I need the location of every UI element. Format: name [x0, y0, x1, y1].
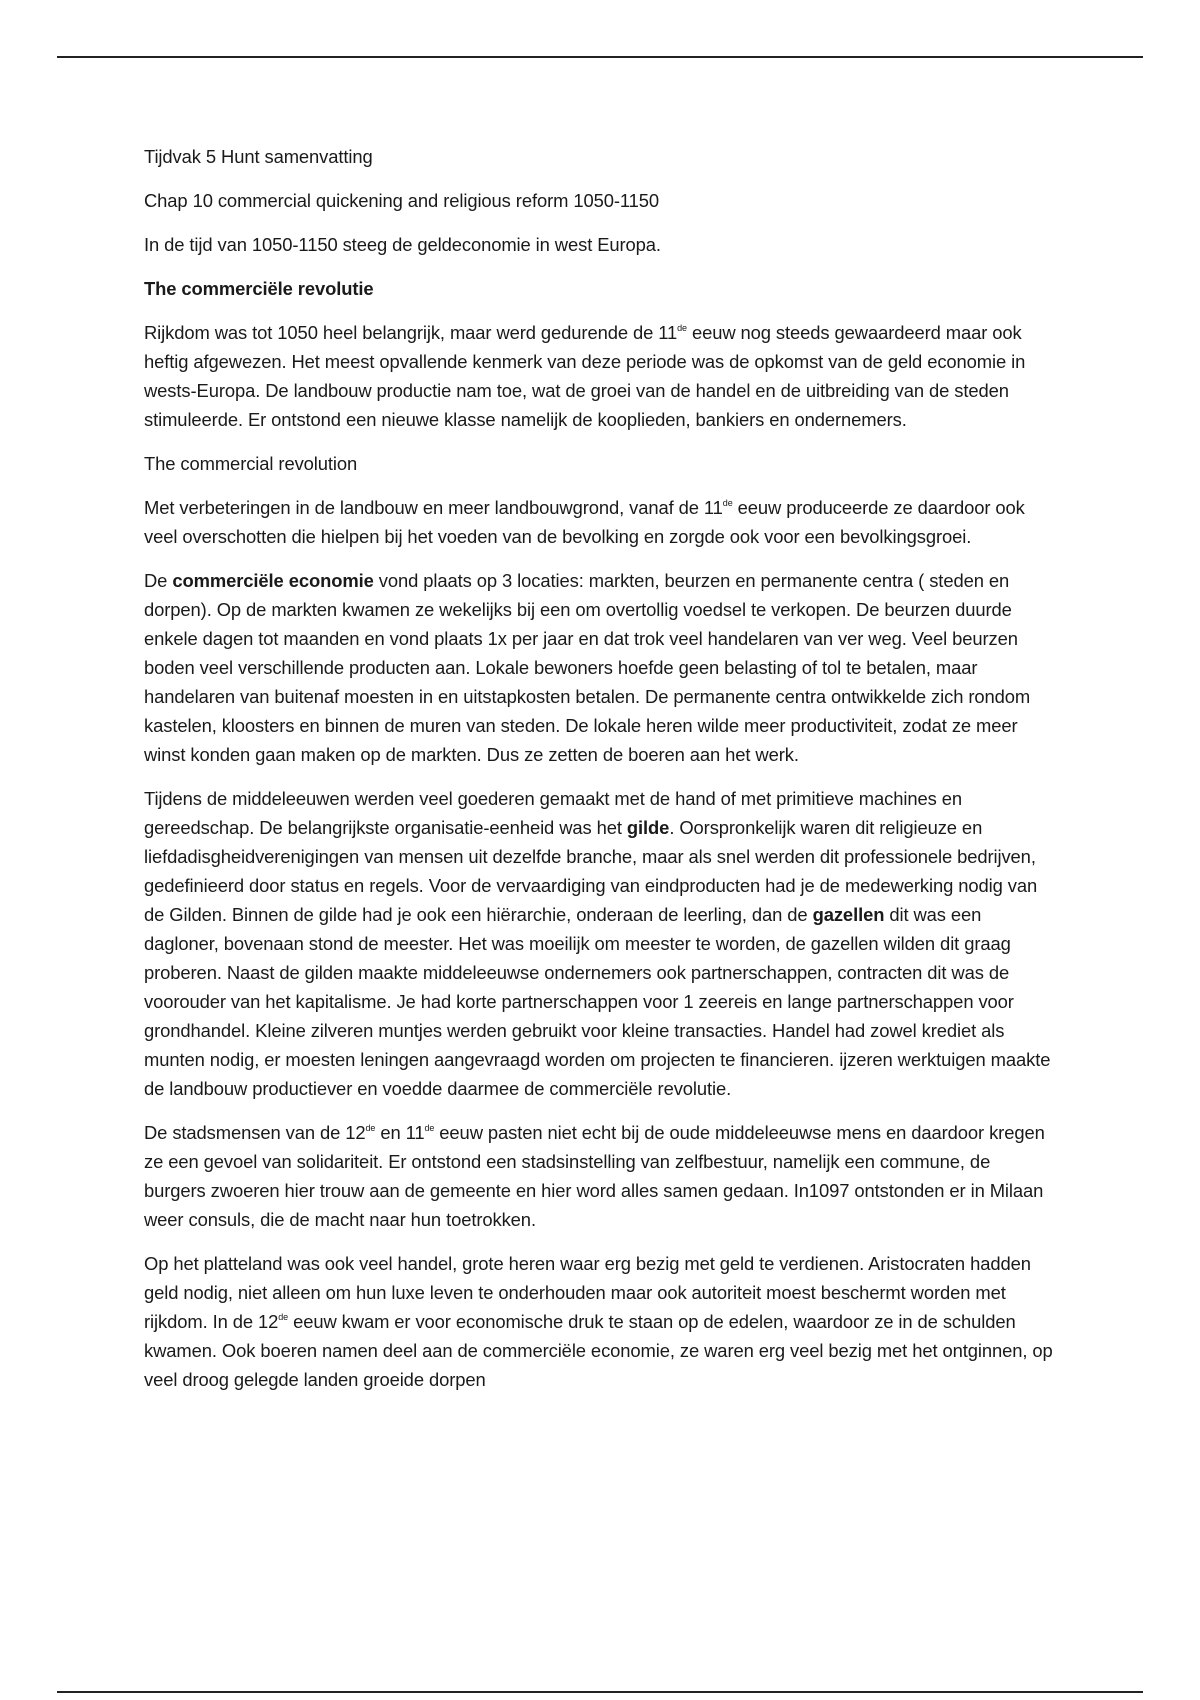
- paragraph-text: vond plaats op 3 locaties: markten, beurzen en permanente centra ( steden en dorpen). Op de markten kwamen ze wekelijks bij een om overtollig voedsel te verkopen. De beurzen duurde enkele dagen tot maanden en vond plaats 1x per jaar en dat trok veel handelaren van ver weg. Veel beurzen boden veel verschillende producten aan. Lokale bewoners hoefde geen belasting of tol te betalen, maar handelaren van buitenaf moesten in en uitstapkosten betalen. De permanente centra ontwikkelde zich rondom kastelen, kloosters en binnen de muren van steden. De lokale heren wilde meer productiviteit, zodat ze meer winst konden gaan maken op de markten. Dus ze zetten de boeren aan het werk.: [144, 570, 1031, 765]
- paragraph-text: eeuw produceerde ze daardoor ook veel overschotten die hielpen bij het voeden van de bevolking en zorgde ook voor een bevolkingsgroei.: [144, 497, 1025, 547]
- paragraph-text: De: [144, 570, 173, 591]
- bold-term: commerciële economie: [172, 570, 374, 591]
- paragraph-stadsmensen: [144, 1118, 1056, 1234]
- bold-term: gilde: [626, 817, 670, 838]
- document-title: Tijdvak 5 Hunt samenvatting: [144, 146, 373, 167]
- paragraph-text: Rijkdom was tot 1050 heel belangrijk, maar werd gedurende de 11: [144, 322, 678, 343]
- paragraph-gilden: [144, 784, 1056, 1103]
- footer-rule: [57, 1691, 1143, 1693]
- superscript-de: de: [424, 1123, 435, 1133]
- document-body: [144, 142, 1056, 1409]
- paragraph-platteland: [144, 1249, 1056, 1394]
- paragraph-text: . Oorspronkelijk waren dit religieuze en liefdadisgheidverenigingen van mensen uit dezelfde branche, maar als snel werden dit professionele bedrijven, gedefinieerd door status en regels. Voor de vervaardiging van eindproducten had je de medewerking nodig van de Gilden. Binnen de gilde had je ook een hiërarchie, onderaan de leerling, dan de: [144, 817, 1038, 925]
- superscript-de: de: [722, 498, 733, 508]
- paragraph-text: De stadsmensen van de 12: [144, 1122, 366, 1143]
- section-heading-commerciele-revolutie: [144, 274, 1056, 303]
- section-heading-commercial-revolution: The commercial revolution: [144, 453, 358, 474]
- paragraph-text: en 11: [375, 1122, 425, 1143]
- paragraph-commerciele-economie: [144, 566, 1056, 769]
- intro-paragraph: In de tijd van 1050-1150 steeg de geldeconomie in west Europa.: [144, 234, 661, 255]
- paragraph-landbouw: [144, 493, 1056, 551]
- paragraph-rijkdom: [144, 318, 1056, 434]
- header-rule: [57, 56, 1143, 58]
- superscript-de: de: [677, 323, 687, 333]
- chapter-heading: Chap 10 commercial quickening and religious reform 1050-1150: [144, 190, 660, 211]
- bold-term: gazellen: [812, 904, 885, 925]
- paragraph-text: eeuw kwam er voor economische druk te staan op de edelen, waardoor ze in de schulden kwamen. Ook boeren namen deel aan de commerciële economie, ze waren erg veel bezig met het ontginnen, op veel droog gelegde landen groeide dorpen: [144, 1311, 1053, 1390]
- superscript-de: de: [278, 1312, 289, 1322]
- superscript-de: de: [365, 1123, 376, 1133]
- section-heading-text: The commerciële revolutie: [144, 278, 374, 299]
- paragraph-text: eeuw pasten niet echt bij de oude middeleeuwse mens en daardoor kregen ze een gevoel van solidariteit. Er ontstond een stadsinstelling van zelfbestuur, namelijk een commune, de burgers zwoeren hier trouw aan de gemeente en hier word alles samen gedaan. In1097 ontstonden er in Milaan weer consuls, die de macht naar hun toetrokken.: [144, 1122, 1045, 1230]
- paragraph-text: Met verbeteringen in de landbouw en meer landbouwgrond, vanaf de 11: [144, 497, 723, 518]
- paragraph-text: dit was een dagloner, bovenaan stond de meester. Het was moeilijk om meester te worden, de gazellen wilden dit graag proberen. Naast de gilden maakte middeleeuwse ondernemers ook partnerschappen, contracten dit was de voorouder van het kapitalisme. Je had korte partnerschappen voor 1 zeereis en lange partnerschappen voor grondhandel. Kleine zilveren muntjes werden gebruikt voor kleine transacties. Handel had zowel krediet als munten nodig, er moesten leningen aangevraagd worden om projecten te financieren. ijzeren werktuigen maakte de landbouw productiever en voedde daarmee de commerciële revolutie.: [144, 904, 1051, 1099]
- paragraph-text: Tijdens de middeleeuwen werden veel goederen gemaakt met de hand of met primitieve machines en gereedschap. De belangrijkste organisatie-eenheid was het: [144, 788, 962, 838]
- paragraph-text: eeuw nog steeds gewaardeerd maar ook heftig afgewezen. Het meest opvallende kenmerk van deze periode was de opkomst van de geld economie in wests-Europa. De landbouw productie nam toe, wat de groei van de handel en de uitbreiding van de steden stimuleerde. Er ontstond een nieuwe klasse namelijk de kooplieden, bankiers en ondernemers.: [144, 322, 1026, 430]
- paragraph-text: Op het platteland was ook veel handel, grote heren waar erg bezig met geld te verdienen. Aristocraten hadden geld nodig, niet alleen om hun luxe leven te onderhouden maar ook autoriteit moest beschermt worden met rijkdom. In de 12: [144, 1253, 1031, 1332]
